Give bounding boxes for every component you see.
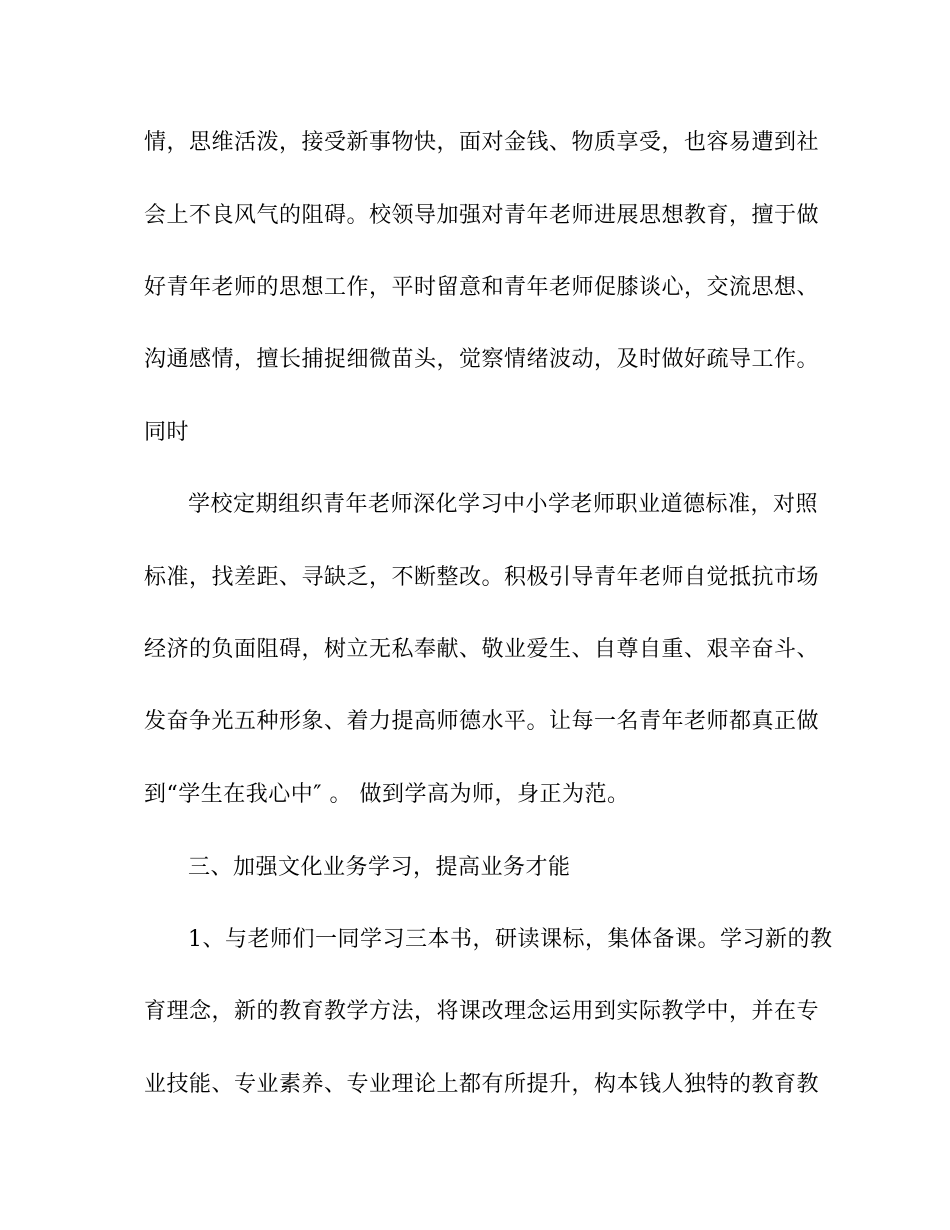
text-line: 情，思维活泼，接受新事物快，面对金钱、物质享受，也容易遭到社 [144, 130, 820, 155]
text-line: 经济的负面阻碍，树立无私奉献、敬业爱生、自尊自重、艰辛奋斗、 [144, 637, 820, 662]
text-line: 好青年老师的思想工作，平时留意和青年老师促膝谈心，交流思想、 [144, 275, 820, 300]
text-line: 业技能、专业素养、专业理论上都有所提升，构本钱人独特的教育教 [144, 1072, 820, 1097]
text-line: 育理念，新的教育教学方法，将课改理念运用到实际教学中，并在专 [144, 999, 820, 1024]
paragraph-first-line: 学校定期组织青年老师深化学习中小学老师职业道德标准，对照 [188, 492, 819, 517]
text-line: 会上不良风气的阻碍。校领导加强对青年老师进展思想教育，擅于做 [144, 203, 820, 228]
section-heading: 三、加强文化业务学习，提高业务才能 [188, 855, 571, 880]
text-line: 到“学生在我心中″ 。 做到学高为师，身正为范。 [144, 782, 630, 807]
text-line: 发奋争光五种形象、着力提高师德水平。让每一名青年老师都真正做 [144, 709, 820, 734]
paragraph-first-line: 1、与老师们一同学习三本书，研读课标，集体备课。学习新的教 [188, 927, 833, 952]
text-line: 沟通感情，擅长捕捉细微苗头，觉察情绪波动，及时做好疏导工作。 [144, 347, 820, 372]
text-line: 同时 [144, 420, 190, 445]
text-line: 标准，找差距、寻缺乏，不断整改。积极引导青年老师自觉抵抗市场 [144, 565, 820, 590]
